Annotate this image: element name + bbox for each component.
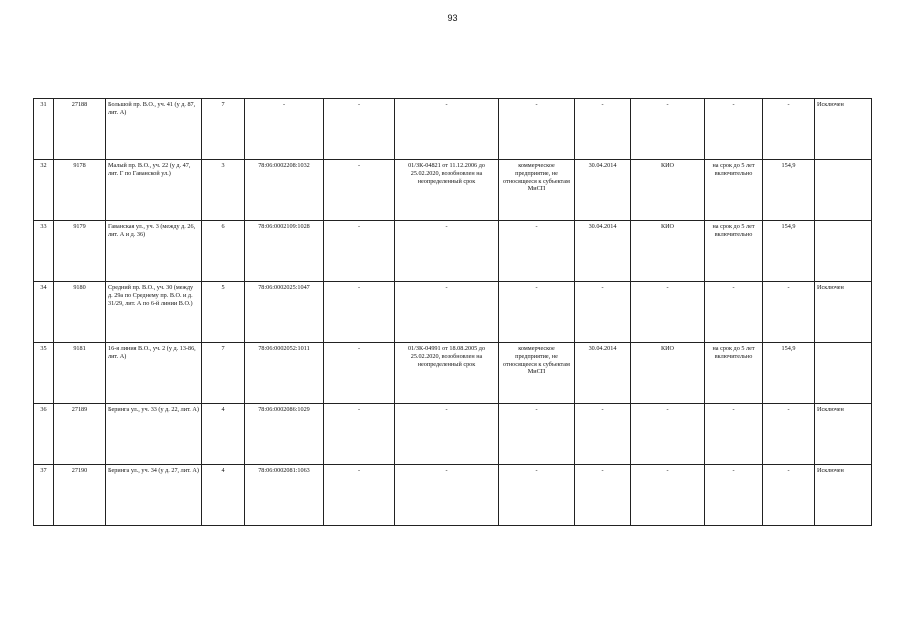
tenant-category: - <box>499 221 575 282</box>
places-count: 6 <box>202 221 245 282</box>
status: Исключен <box>815 404 872 465</box>
contract: 01/ЗК-04821 от 11.12.2006 до 25.02.2020, возобновлен на неопределенный срок <box>395 160 499 221</box>
tenant-category: коммерческое предприятие, не относящееся к субъектам МиСП <box>499 160 575 221</box>
tenant-category: - <box>499 404 575 465</box>
table-row <box>34 343 872 404</box>
object-id: 9181 <box>54 343 106 404</box>
inclusion-date: - <box>575 404 631 465</box>
places-count: 4 <box>202 404 245 465</box>
address: 16-я линия В.О., уч. 2 (у д. 13-86, лит. А) <box>106 343 202 404</box>
page-number: 93 <box>447 13 458 23</box>
row-number: 37 <box>34 465 54 526</box>
area: - <box>763 465 815 526</box>
status: Исключен <box>815 465 872 526</box>
lease-term: - <box>705 282 763 343</box>
inclusion-date: 30.04.2014 <box>575 160 631 221</box>
contract: 01/ЗК-04991 от 18.08.2005 до 25.02.2020, возобновлен на неопределенный срок <box>395 343 499 404</box>
cell-c6: - <box>324 465 395 526</box>
table-row <box>34 282 872 343</box>
lease-term: на срок до 5 лет включительно <box>705 343 763 404</box>
cell-c6: - <box>324 343 395 404</box>
cadastral-number: - <box>245 99 324 160</box>
lease-term: - <box>705 99 763 160</box>
tenant-category: - <box>499 465 575 526</box>
organization: КИО <box>631 221 705 282</box>
area: 154,9 <box>763 221 815 282</box>
table-row <box>34 160 872 221</box>
cell-c6: - <box>324 221 395 282</box>
status <box>815 160 872 221</box>
object-id: 27190 <box>54 465 106 526</box>
cadastral-number: 78:06:0002208:1032 <box>245 160 324 221</box>
address: Большой пр. В.О., уч. 41 (у д. 87, лит. А) <box>106 99 202 160</box>
row-number: 36 <box>34 404 54 465</box>
inclusion-date: - <box>575 99 631 160</box>
inclusion-date: - <box>575 282 631 343</box>
row-number: 32 <box>34 160 54 221</box>
row-number: 33 <box>34 221 54 282</box>
organization: - <box>631 465 705 526</box>
organization: - <box>631 282 705 343</box>
object-id: 27188 <box>54 99 106 160</box>
contract: - <box>395 221 499 282</box>
object-id: 9179 <box>54 221 106 282</box>
object-id: 9180 <box>54 282 106 343</box>
places-count: 7 <box>202 343 245 404</box>
organization: КИО <box>631 160 705 221</box>
contract: - <box>395 465 499 526</box>
registry-table <box>33 98 872 526</box>
places-count: 5 <box>202 282 245 343</box>
address: Средний пр. В.О., уч. 30 (между д. 29а по Среднему пр. В.О. и д. 31/29, лит. А по 6-й линии В.О.) <box>106 282 202 343</box>
cadastral-number: 78:06:0002052:1011 <box>245 343 324 404</box>
object-id: 27189 <box>54 404 106 465</box>
lease-term: - <box>705 404 763 465</box>
cell-c6: - <box>324 99 395 160</box>
places-count: 4 <box>202 465 245 526</box>
address: Беринга ул., уч. 33 (у д. 22, лит. А) <box>106 404 202 465</box>
table-row <box>34 465 872 526</box>
organization: - <box>631 404 705 465</box>
area: - <box>763 282 815 343</box>
inclusion-date: 30.04.2014 <box>575 221 631 282</box>
area: 154,9 <box>763 160 815 221</box>
table-row <box>34 404 872 465</box>
lease-term: на срок до 5 лет включительно <box>705 221 763 282</box>
address: Гаванская ул., уч. 3 (между д. 26, лит. А и д. 36) <box>106 221 202 282</box>
places-count: 7 <box>202 99 245 160</box>
contract: - <box>395 99 499 160</box>
address: Беринга ул., уч. 34 (у д. 27, лит. А) <box>106 465 202 526</box>
tenant-category: - <box>499 99 575 160</box>
contract: - <box>395 282 499 343</box>
table-row <box>34 99 872 160</box>
status <box>815 221 872 282</box>
status: Исключен <box>815 99 872 160</box>
row-number: 31 <box>34 99 54 160</box>
row-number: 35 <box>34 343 54 404</box>
cadastral-number: 78:06:0002025:1047 <box>245 282 324 343</box>
places-count: 3 <box>202 160 245 221</box>
row-number: 34 <box>34 282 54 343</box>
contract: - <box>395 404 499 465</box>
organization: КИО <box>631 343 705 404</box>
cadastral-number: 78:06:0002081:1063 <box>245 465 324 526</box>
address: Малый пр. В.О., уч. 22 (у д. 47, лит. Г по Гаванской ул.) <box>106 160 202 221</box>
object-id: 9178 <box>54 160 106 221</box>
area: - <box>763 99 815 160</box>
area: - <box>763 404 815 465</box>
status: Исключен <box>815 282 872 343</box>
cell-c6: - <box>324 160 395 221</box>
inclusion-date: 30.04.2014 <box>575 343 631 404</box>
tenant-category: коммерческое предприятие, не относящееся к субъектам МиСП <box>499 343 575 404</box>
table-row <box>34 221 872 282</box>
lease-term: на срок до 5 лет включительно <box>705 160 763 221</box>
cadastral-number: 78:06:0002086:1029 <box>245 404 324 465</box>
area: 154,9 <box>763 343 815 404</box>
inclusion-date: - <box>575 465 631 526</box>
cadastral-number: 78:06:0002109:1028 <box>245 221 324 282</box>
lease-term: - <box>705 465 763 526</box>
tenant-category: - <box>499 282 575 343</box>
cell-c6: - <box>324 404 395 465</box>
organization: - <box>631 99 705 160</box>
status <box>815 343 872 404</box>
cell-c6: - <box>324 282 395 343</box>
